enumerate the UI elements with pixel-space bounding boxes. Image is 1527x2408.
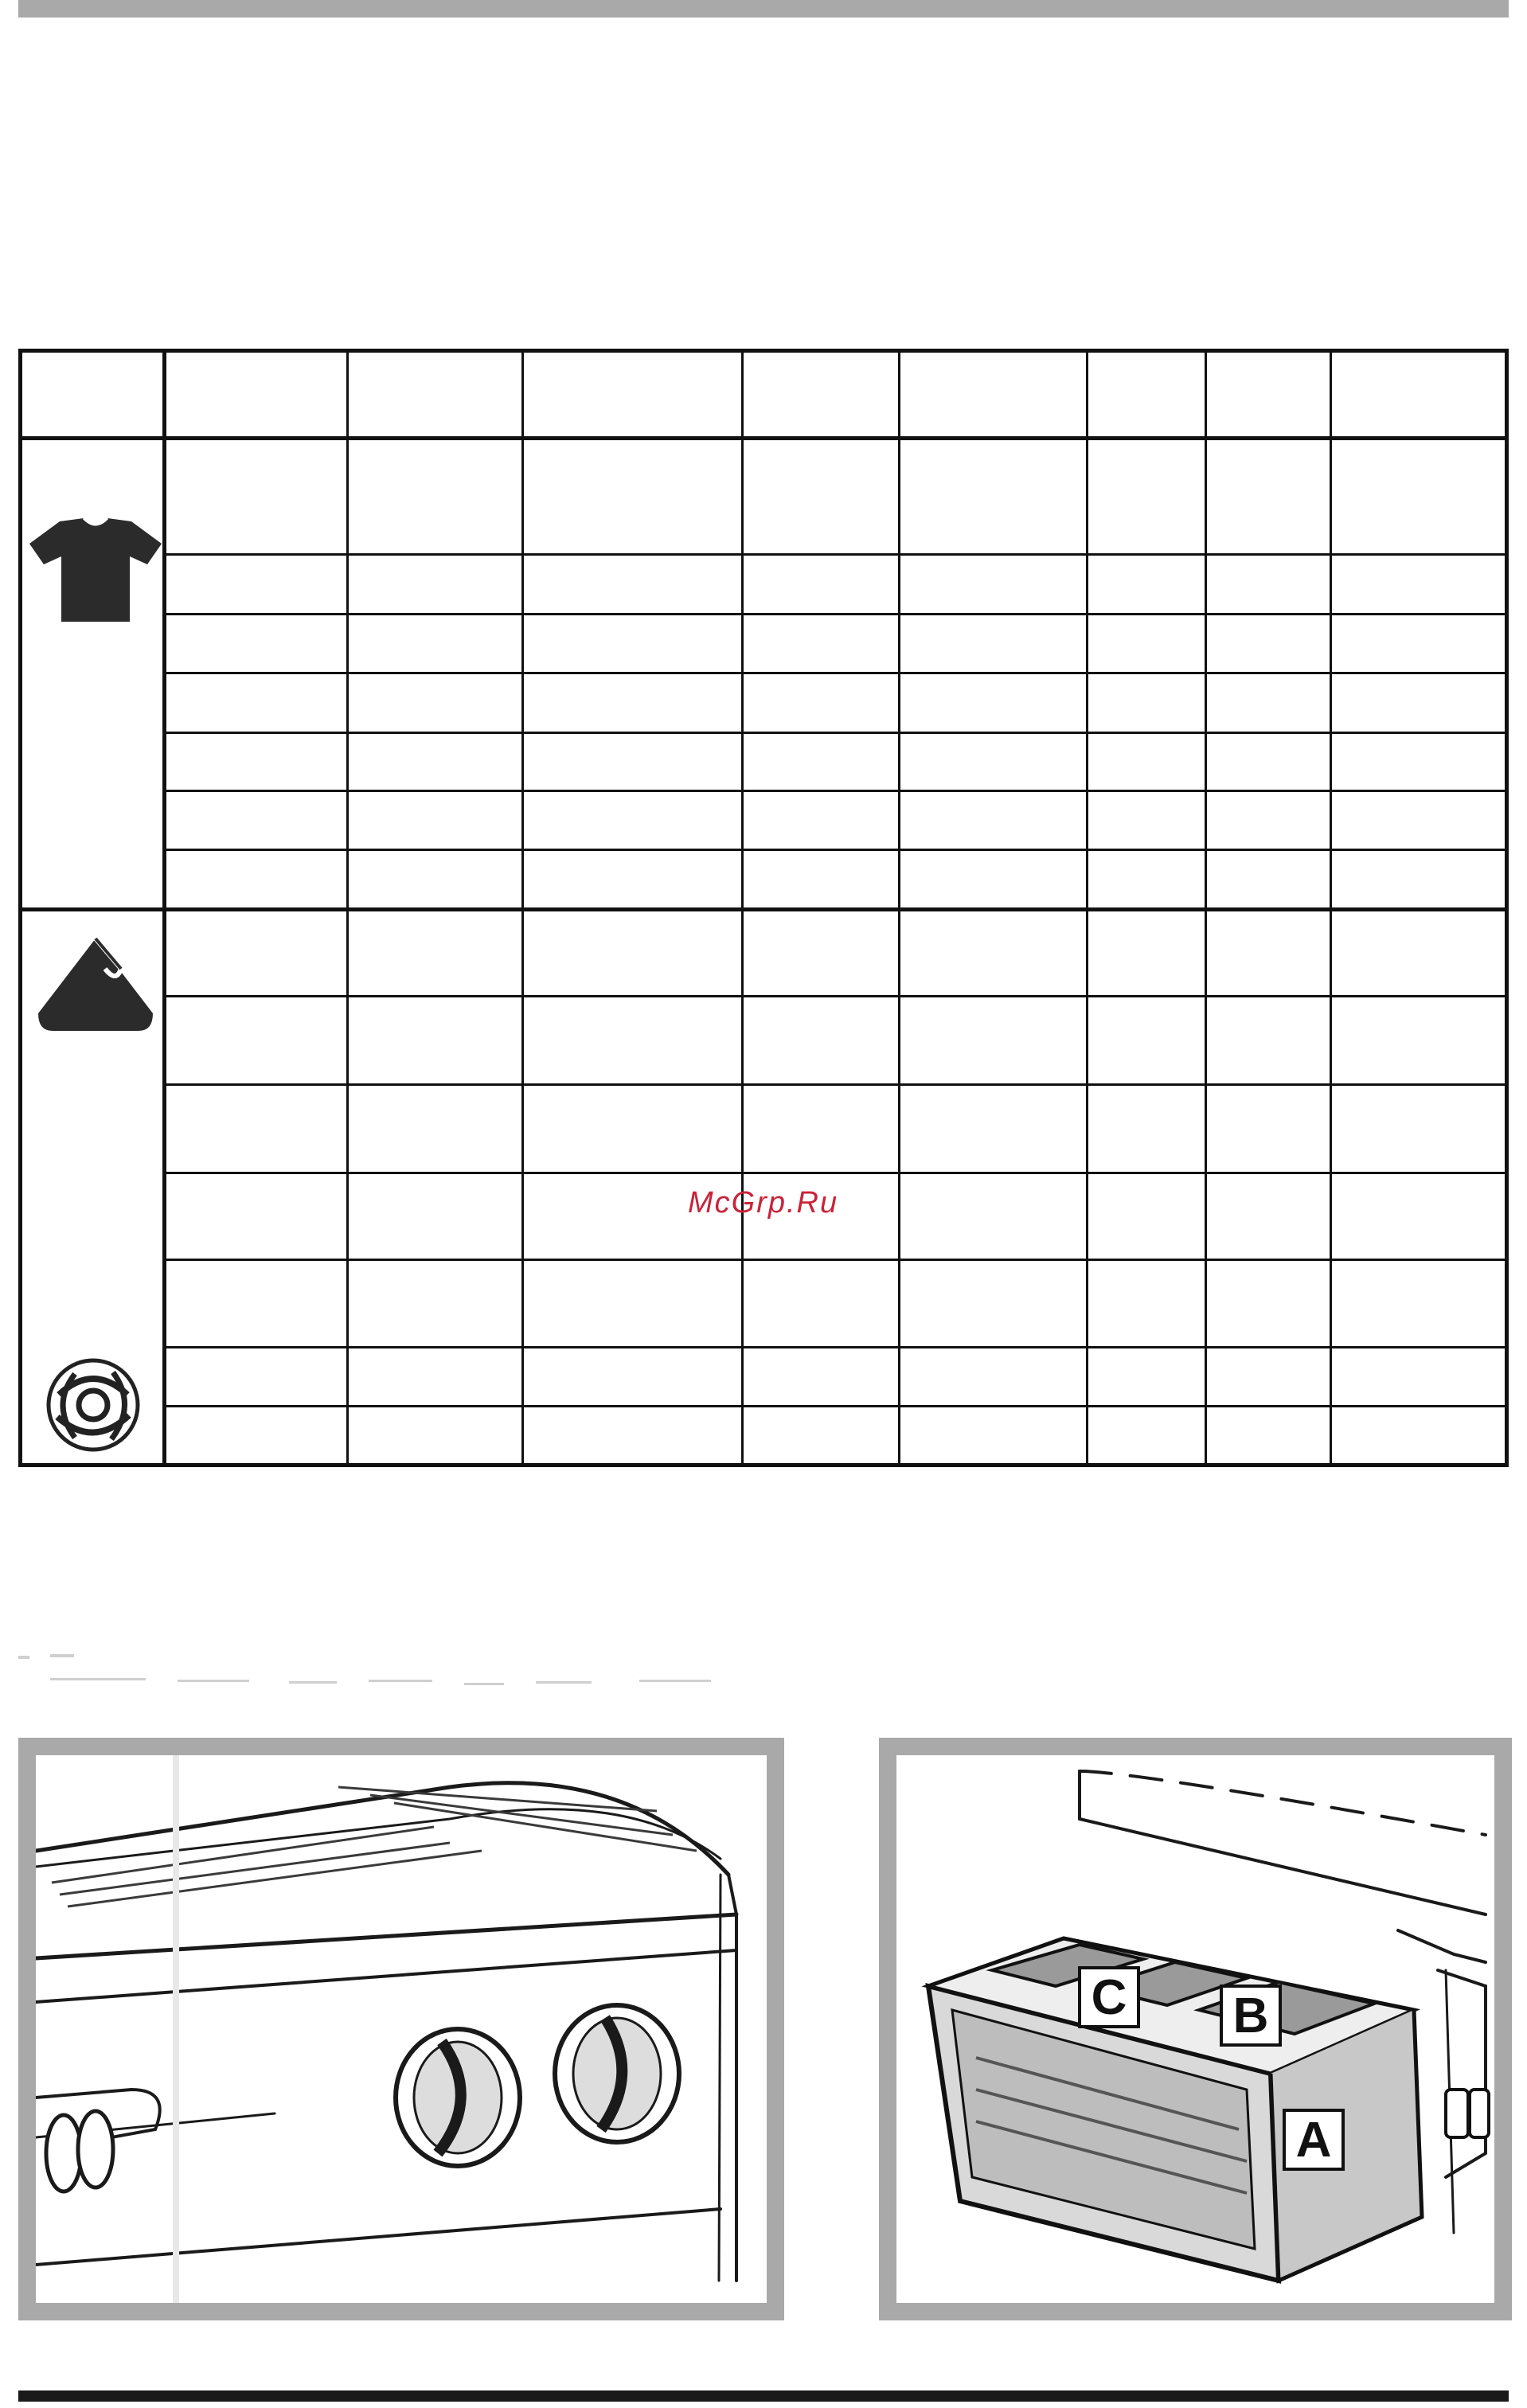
table-row-rule	[164, 613, 1509, 615]
table-row-rule	[18, 436, 1509, 440]
table-row-rule	[164, 1405, 1509, 1407]
table-row-rule	[164, 732, 1509, 734]
wool-ball-icon	[41, 1353, 145, 1457]
detergent-drawer-figure	[879, 1738, 1512, 2320]
top-rule	[18, 0, 1509, 18]
bottom-rule	[18, 2390, 1509, 2402]
table-row-rule	[164, 995, 1509, 997]
table-row-rule	[164, 1259, 1509, 1261]
table-row-rule	[18, 907, 1509, 911]
t-shirt-icon	[27, 509, 164, 629]
wool-hanger-icon	[32, 930, 159, 1041]
drawer-label-b: B	[1220, 1985, 1282, 2047]
faint-scan-text	[18, 1648, 719, 1696]
table-row-rule	[164, 553, 1509, 556]
table-row-rule	[164, 1172, 1509, 1174]
washer-control-panel-figure	[18, 1738, 784, 2320]
watermark: McGrp.Ru	[688, 1186, 839, 1220]
drawer-label-a: A	[1283, 2109, 1345, 2171]
table-row-rule	[164, 790, 1509, 792]
drawer-label-c: C	[1078, 1966, 1140, 2028]
table-row-rule	[164, 1083, 1509, 1086]
table-row-rule	[164, 1346, 1509, 1348]
table-row-rule	[164, 849, 1509, 851]
table-row-rule	[164, 672, 1509, 674]
